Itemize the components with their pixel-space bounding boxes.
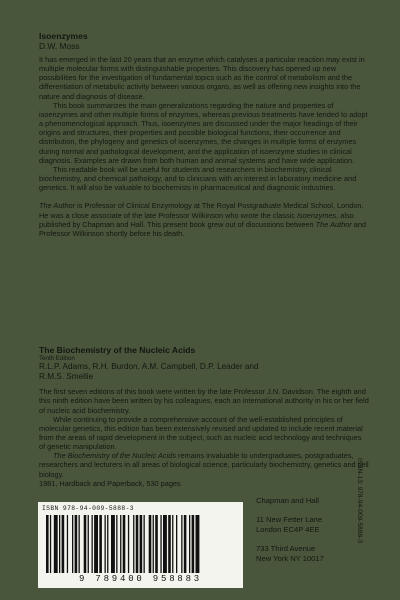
about-author-lead-2: The Author [315, 219, 352, 229]
barcode-box [38, 502, 243, 588]
about-author-italic-title: Isoenzymes [296, 210, 337, 220]
side-isbn: ISBN-13: 978-94-009-5888-3 [356, 458, 363, 544]
about-author-text3: and Professor Wilkinson shortly before his death. [39, 219, 367, 238]
barcode-bar [84, 515, 87, 573]
book-authors-line-2: R.M.S. Smellie [39, 371, 94, 381]
nucleic-acids-section [39, 345, 369, 488]
barcode-bar [75, 515, 78, 573]
publisher-address-line-4: New York NY 10017 [256, 553, 324, 563]
barcode-bar [192, 515, 195, 573]
publisher-address-line-3: 733 Third Avenue [256, 544, 316, 554]
book-title-isoenzymes: Isoenzymes [39, 31, 88, 41]
barcode-bar [120, 515, 121, 573]
barcode-bar [88, 515, 89, 573]
barcode-bar [111, 515, 115, 573]
nucleic-italic-title: The Biochemistry of the Nucleic Acids [53, 451, 176, 461]
barcode-bar [168, 515, 171, 573]
barcode-bar [46, 515, 49, 573]
book-title-nucleic-acids: The Biochemistry of the Nucleic Acids [39, 345, 196, 355]
barcode-bar [107, 515, 108, 573]
barcode-bar [172, 515, 173, 573]
isoenzymes-para-3: This readable book will be useful for students and researchers in biochemistry, clinical biochemistry, and chemical pathology, and to clinicians with an interest in laboratory medicine and genetics. It will also be valuable to biochemists in pharmaceutical and diagnostic industries. [39, 164, 357, 193]
barcode-bar [99, 515, 102, 573]
barcode-bar [133, 515, 134, 573]
barcode-bar [153, 515, 154, 573]
barcode-bar [189, 515, 190, 573]
about-author-para [39, 201, 369, 238]
book-authors-line-1: R.L.P. Adams, R.H. Burdon, A.M. Campbell, D.P. Leader and [39, 362, 259, 371]
barcode-digits: 9 789400 958883 [78, 574, 202, 584]
book-edition: Tenth Edition [39, 355, 75, 362]
barcode-bar [144, 515, 145, 573]
barcode-bars [44, 515, 236, 575]
about-author-text1: is Professor of Clinical Enzymology at The Royal Postgraduate Medical School, London. He was a close associate of the late Professor Wilkinson who wrote the classic [39, 201, 364, 220]
barcode-bar [116, 515, 117, 573]
barcode-bar [92, 515, 93, 573]
barcode-bar [50, 515, 51, 573]
barcode-bar [181, 515, 182, 573]
publisher-address-line-1: 11 New Fetter Lane [256, 515, 323, 525]
book-author-moss: D.W. Moss [39, 41, 80, 51]
barcode-bar [62, 515, 65, 573]
about-author-lead: The Author [39, 201, 76, 211]
nucleic-pub-info: 1981, Hardback and Paperback, 530 pages [39, 478, 181, 488]
isoenzymes-para-1: It has emerged in the last 20 years that an enzyme which catalyses a particular reaction may exist in multiple molecular forms with distinguishable properties. This discovery has opened up new possibilities for the investigation of fundamental topics such as the control of metabolism and the differentiation of metabolic activity between various organs, as well as offering new insights into the nature and diagnosis of disease. [39, 55, 365, 101]
barcode-bar [59, 515, 60, 573]
barcode-bar [123, 515, 126, 573]
nucleic-para-3-text: remains invaluable to undergraduates, postgraduates, researchers and lecturers in all areas of biological science, particularly biochemistry, genetics and cell biology. [39, 451, 369, 479]
barcode-bar [128, 515, 129, 573]
barcode-bar [105, 515, 106, 573]
barcode-isbn-label: ISBN 978-94-009-5888-3 [42, 505, 134, 512]
about-author-text2: , also published by Chapman and Hall. This present book grew out of discussions between [39, 210, 354, 229]
barcode-bar [163, 515, 167, 573]
nucleic-para-3 [39, 451, 369, 478]
isoenzymes-para-2: This book summarizes the main generalizations regarding the nature and properties of isoenzymes and other multiple forms of enzymes, whereas previous treatments have tended to adopt a phenomenological approach. Thus, isoenzymes are discussed under the major headings of their origins and structures, their properties and possible biological functions, their occurrence and distribution, the phylogeny and genetics of isoenzymes, the changes in multiple forms of enzymes during normal and pathological development, and the application of isoenzyme studies in clinical diagnosis. Examples are drawn from both human and animal systems and have wide application. [39, 100, 368, 165]
barcode-bar [79, 515, 80, 573]
barcode-bar [67, 515, 68, 573]
barcode-bar [155, 515, 158, 573]
barcode-bar [149, 515, 152, 573]
isoenzymes-section [39, 31, 369, 238]
barcode-bar [160, 515, 161, 573]
barcode-bar [176, 515, 177, 573]
barcode-bar [184, 515, 187, 573]
barcode-bar [72, 515, 73, 573]
barcode-graphic [44, 515, 236, 575]
nucleic-para-2: While continuing to provide a comprehensive account of the well-established principles of molecular genetics, this edition has been extensively revised and updated to include recent material from the areas of rapid development in the subject, such as nucleic acid technology and techniques of genetic manipulation. [39, 414, 363, 452]
publisher-address-line-2: London EC4P 4EE [256, 524, 320, 534]
barcode-bar [136, 515, 139, 573]
barcode-bar [54, 515, 58, 573]
barcode-bar [196, 515, 200, 573]
nucleic-para-1: The first seven editions of this book were written by the late Professor J.N. Davidson. The eighth and this ninth edition have been written by his colleagues, each an international authority in his or her field of nucleic acid biochemistry. [39, 387, 369, 415]
barcode-bar [140, 515, 143, 573]
publisher-name: Chapman and Hall [256, 496, 319, 505]
barcode-bar [94, 515, 98, 573]
